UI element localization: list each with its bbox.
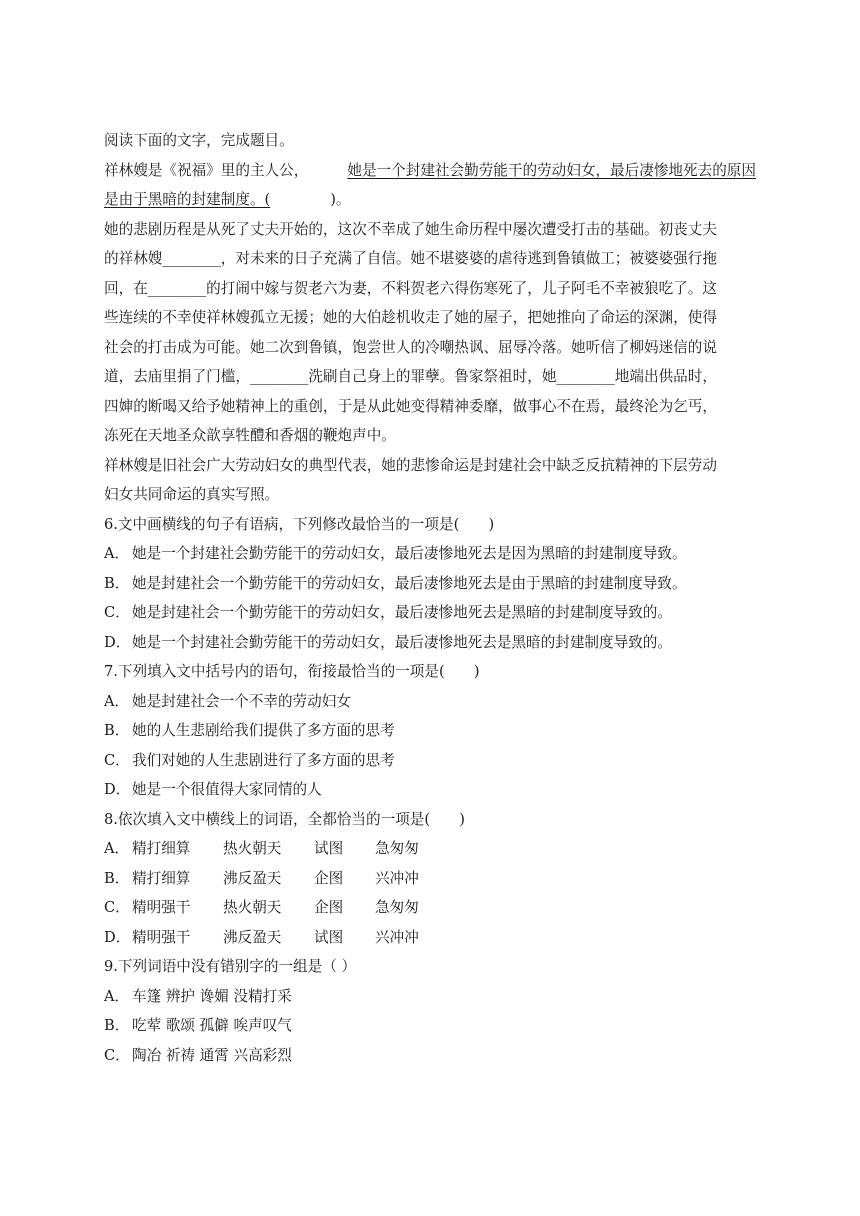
passage-p2-line3 — [104, 274, 756, 304]
q8-option-b — [104, 864, 756, 894]
q7-option-d — [104, 775, 756, 805]
option-word-1: 精明强干 — [132, 928, 191, 946]
option-letter: A． — [104, 987, 130, 1005]
option-letter: C． — [104, 1046, 130, 1064]
option-text: 车篷 辨护 谗媚 没精打采 — [132, 987, 292, 1005]
option-word-1: 精打细算 — [132, 840, 191, 857]
passage-p2-line5 — [104, 333, 756, 363]
option-letter: B． — [104, 722, 130, 739]
passage-text: 道，去庙里捐了门槛，________洗刷自己身上的罪孽。鲁家祭祖时，她________地端出供品时， — [104, 368, 717, 385]
document-content — [104, 126, 756, 1070]
q9-option-a — [104, 982, 756, 1012]
passage-text: 她的悲剧历程是从死了丈夫开始的，这次不幸成了她生命历程中屡次遭受打击的基础。初丧丈夫 — [104, 220, 717, 238]
option-text: 吃荤 歌颂 孤僻 唉声叹气 — [132, 1017, 292, 1034]
intro-line: 阅读下面的文字，完成题目。 — [104, 132, 294, 149]
option-word-1: 精明强干 — [132, 899, 191, 916]
passage-text: 些连续的不幸使祥林嫂孤立无援；她的大伯趁机收走了她的屋子，把她推向了命运的深渊，使得 — [104, 309, 717, 326]
option-letter: B． — [104, 1017, 130, 1034]
option-text: 她是一个很值得大家同情的人 — [132, 781, 322, 798]
passage-p3-line2: 妇女共同命运的真实写照。 — [104, 486, 280, 503]
option-letter: C． — [104, 604, 130, 621]
option-text: 她的人生悲剧给我们提供了多方面的思考 — [132, 722, 395, 739]
q6-option-a — [104, 539, 756, 569]
option-word-4: 兴冲冲 — [375, 869, 419, 887]
option-word-3: 企图 — [314, 899, 344, 916]
passage-p1-line2 — [104, 185, 756, 215]
option-word-2: 沸反盈天 — [223, 928, 282, 946]
option-word-4: 急匆匆 — [375, 840, 419, 857]
q9-option-b — [104, 1011, 756, 1041]
q8-option-a — [104, 834, 756, 864]
underlined-sentence-part2: 是由于黑暗的封建制度。( — [104, 191, 271, 208]
option-text: 她是封建社会一个勤劳能干的劳动妇女，最后凄惨地死去是黑暗的封建制度导致的。 — [132, 604, 672, 621]
option-letter: B． — [104, 869, 130, 887]
option-letter: A． — [104, 692, 130, 710]
underlined-sentence-part1: 她是一个封建社会勤劳能干的劳动妇女，最后凄惨地死去的原因 — [347, 161, 756, 179]
q7-option-a — [104, 687, 756, 717]
passage-p2-line2 — [104, 244, 756, 274]
option-word-3: 企图 — [314, 869, 344, 887]
passage-p1-text: 祥林嫂是《祝福》里的主人公， — [104, 161, 309, 179]
passage-p2-line1 — [104, 215, 756, 245]
option-letter: A． — [104, 545, 130, 562]
q8-stem: 8.依次填入文中横线上的词语，全都恰当的一项是( ) — [104, 810, 465, 828]
option-word-4: 急匆匆 — [375, 899, 419, 916]
option-letter: D． — [104, 928, 131, 946]
q9-option-c — [104, 1041, 756, 1071]
option-text: 她是封建社会一个不幸的劳动妇女 — [132, 692, 351, 710]
option-letter: C． — [104, 899, 130, 916]
option-text: 她是封建社会一个勤劳能干的劳动妇女，最后凄惨地死去是由于黑暗的封建制度导致。 — [132, 574, 687, 592]
option-word-3: 试图 — [314, 840, 344, 857]
option-word-4: 兴冲冲 — [375, 928, 419, 946]
option-word-1: 精打细算 — [132, 869, 191, 887]
q7-option-b — [104, 716, 756, 746]
option-text: 我们对她的人生悲剧进行了多方面的思考 — [132, 751, 395, 769]
passage-p2-line4 — [104, 303, 756, 333]
option-text: 她是一个封建社会勤劳能干的劳动妇女，最后凄惨地死去是因为黑暗的封建制度导致。 — [132, 545, 687, 562]
option-word-2: 沸反盈天 — [223, 869, 282, 887]
passage-text: 四婶的断喝又给予她精神上的重创，于是从此她变得精神委靡，做事心不在焉，最终沦为乞丐， — [104, 397, 717, 415]
option-text: 她是一个封建社会勤劳能干的劳动妇女，最后凄惨地死去是黑暗的封建制度导致的。 — [132, 633, 672, 651]
q6-option-d — [104, 628, 756, 658]
option-word-2: 热火朝天 — [223, 899, 282, 916]
bracket-close: )。 — [330, 191, 351, 208]
q7-stem: 7.下列填入文中括号内的语句，衔接最恰当的一项是( ) — [104, 663, 480, 680]
passage-p1-line1 — [104, 156, 756, 186]
passage-text: 的祥林嫂________，对未来的日子充满了自信。她不堪婆婆的虐待逃到鲁镇做工；被婆婆强行拖 — [104, 250, 717, 267]
q8-option-c — [104, 893, 756, 923]
passage-text: 祥林嫂是旧社会广大劳动妇女的典型代表，她的悲惨命运是封建社会中缺乏反抗精神的下层劳动 — [104, 456, 717, 474]
option-letter: D． — [104, 633, 131, 651]
option-letter: C． — [104, 751, 130, 769]
passage-p2-line6 — [104, 362, 756, 392]
passage-p3-line1 — [104, 451, 756, 481]
option-text: 陶冶 祈祷 通霄 兴高彩烈 — [132, 1046, 292, 1064]
passage-p2-line7 — [104, 392, 756, 422]
option-letter: D． — [104, 781, 131, 798]
option-letter: B． — [104, 574, 130, 592]
q8-option-d — [104, 923, 756, 953]
option-letter: A． — [104, 840, 130, 857]
q7-option-c — [104, 746, 756, 776]
q6-option-c — [104, 598, 756, 628]
q6-stem: 6.文中画横线的句子有语病，下列修改最恰当的一项是( ) — [104, 515, 495, 533]
passage-text: 回，在________的打闹中嫁与贺老六为妻，不料贺老六得伤寒死了，儿子阿毛不幸被狼吃了。这 — [104, 279, 717, 297]
option-word-2: 热火朝天 — [223, 840, 282, 857]
passage-p2-line8: 冻死在天地圣众歆享牲醴和香烟的鞭炮声中。 — [104, 427, 396, 444]
q9-stem: 9.下列词语中没有错别字的一组是（ ） — [104, 958, 357, 975]
q6-option-b — [104, 569, 756, 599]
passage-text: 社会的打击成为可能。她二次到鲁镇，饱尝世人的冷嘲热讽、屈辱冷落。她听信了柳妈迷信的说 — [104, 338, 717, 356]
option-word-3: 试图 — [314, 928, 344, 946]
